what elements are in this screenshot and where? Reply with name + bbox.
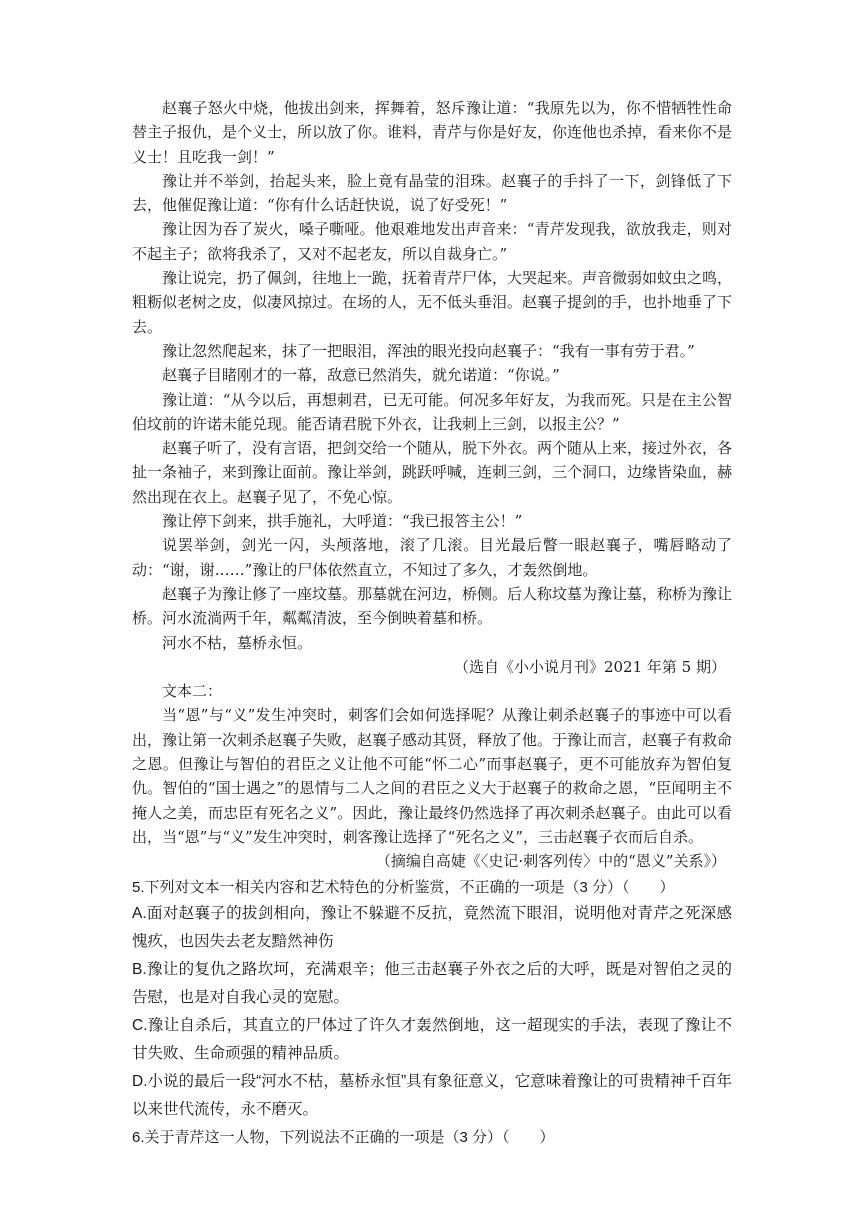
text1-paragraph-9: 豫让停下剑来，拱手施礼，大呼道：“我已报答主公！” [162,512,523,531]
text1-paragraph-3: 豫让因为吞了炭火，嗓子嘶哑。他艰难地发出声音来：“青芹发现我，欲放我走，则对不起主子；欲将我杀了，又对不起老友，所以自裁身亡。” [132,220,732,263]
question-5-stem: 5.下列对文本一相关内容和艺术特色的分析鉴赏，不正确的一项是（3 分）（ ） [132,878,675,896]
question-5-option-b: B.豫让的复仇之路坎坷，充满艰辛；他三击赵襄子外衣之后的大呼，既是对智伯之灵的告慰，也是对自我心灵的宽慰。 [132,960,732,1006]
question-6-stem: 6.关于青芹这一人物，下列说法不正确的一项是（3 分）（ ） [132,1128,555,1146]
text1-source: （选自《小小说月刊》2021 年第 5 期） [453,657,726,676]
text2-paragraph: 当“恩”与“义”发生冲突时，刺客们会如何选择呢？从豫让刺杀赵襄子的事迹中可以看出，豫让第一次刺杀赵襄子失败，赵襄子感动其贤，释放了他。于豫让而言，赵襄子有救命之恩。但豫让与智伯的君臣之义让他不可能“怀二心”而事赵襄子，更不可能放弃为智伯复仇。智伯的“国士遇之”的恩情与二人之间的君臣之义大于赵襄子的救命之恩，“臣闻明主不掩人之美，而忠臣有死名之义”。因此，豫让最终仍然选择了再次刺杀赵襄子。由此可以看出，当“恩”与“义”发生冲突时，刺客豫让选择了“死名之义”，三击赵襄子衣而后自杀。 [132,706,733,846]
text1-paragraph-4: 豫让说完，扔了佩剑，往地上一跪，抚着青芹尸体，大哭起来。声音微弱如蚊虫之鸣，粗粝似老树之皮，似凄风掠过。在场的人，无不低头垂泪。赵襄子提剑的手，也扑地垂了下去。 [132,269,733,336]
text1-paragraph-5: 豫让忽然爬起来，抹了一把眼泪，浑浊的眼光投向赵襄子：“我有一事有劳于君。” [162,341,695,360]
question-5 [132,876,732,1124]
question-6 [132,1126,732,1150]
text1-paragraph-2: 豫让并不举剑，抬起头来，脸上竟有晶莹的泪珠。赵襄子的手抖了一下，剑锋低了下去，他催促豫让道：“你有什么话赶快说，说了好受死！” [132,171,732,215]
text2-source: （摘编自高婕《〈史记·刺客列传〉中的“恩义”关系》） [375,852,726,871]
question-5-option-c: C.豫让自杀后，其直立的尸体过了许久才轰然倒地，这一超现实的手法，表现了豫让不甘失败、生命顽强的精神品质。 [132,1016,732,1062]
text1-paragraph-7: 豫让道：“从今以后，再想刺君，已无可能。何况多年好友，为我而死。只是在主公智伯坟前的许诺未能兑现。能否请君脱下外衣，让我刺上三剑，以报主公？” [132,390,732,433]
text1-paragraph-10: 说罢举剑，剑光一闪，头颅落地，滚了几滚。目光最后瞥一眼赵襄子，嘴唇略动了动：“谢，谢……”豫让的尸体依然直立，不知过了多久，才轰然倒地。 [132,536,732,579]
text1-paragraph-1: 赵襄子怒火中烧，他拔出剑来，挥舞着，怒斥豫让道：“我原先以为，你不惜牺牲性命替主子报仇，是个义士，所以放了你。谁料，青芹与你是好友，你连他也杀掉，看来你不是义士！且吃我一剑！” [132,99,733,166]
text1-paragraph-12: 河水不枯，墓桥永恒。 [162,633,313,652]
text1-paragraph-8: 赵襄子听了，没有言语，把剑交给一个随从，脱下外衣。两个随从上来，接过外衣，各扯一条袖子，来到豫让面前。豫让举剑，跳跃呼喊，连刺三剑，三个洞口，边缘皆染血，赫然出现在衣上。赵襄子见了，不免心惊。 [132,439,733,506]
question-5-option-a: A.面对赵襄子的拔剑相向，豫让不躲避不反抗，竟然流下眼泪，说明他对青芹之死深感愧疚，也因失去老友黯然神伤 [132,904,732,950]
question-5-option-d: D.小说的最后一段“河水不枯，墓桥永恒”具有象征意义，它意味着豫让的可贵精神千百年以来世代流传，永不磨灭。 [132,1072,732,1118]
text2-label: 文本二： [162,682,223,701]
text1-paragraph-11: 赵襄子为豫让修了一座坟墓。那墓就在河边，桥侧。后人称坟墓为豫让墓，称桥为豫让桥。河水流淌两千年，粼粼清波，至今倒映着墓和桥。 [132,584,733,628]
text1-paragraph-6: 赵襄子目睹刚才的一幕，敌意已然消失，就允诺道：“你说。” [162,366,560,385]
reading-passage [132,96,732,1150]
